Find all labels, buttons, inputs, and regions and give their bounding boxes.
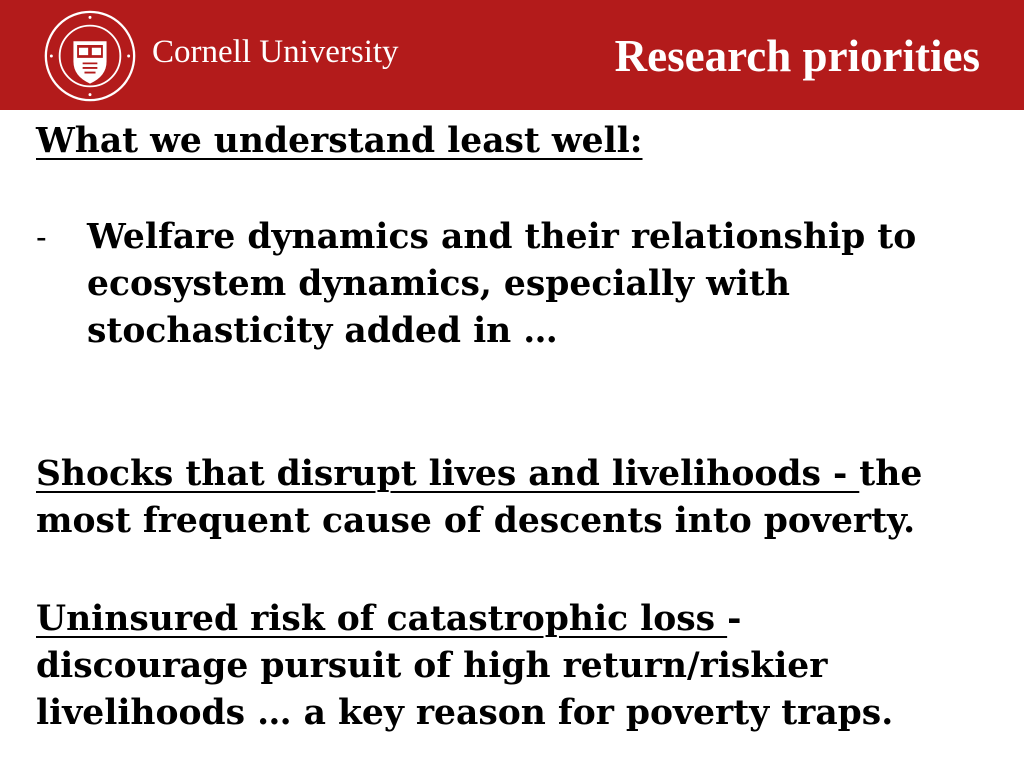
header-bar bbox=[0, 0, 1024, 110]
risk-line-2: discourage pursuit of high return/riskier bbox=[36, 646, 828, 686]
section-heading: What we understand least well: bbox=[36, 121, 643, 161]
cornell-seal-icon bbox=[44, 10, 136, 102]
shocks-line-1 bbox=[36, 451, 922, 498]
bullet-text bbox=[87, 214, 916, 355]
bullet-line-2: ecosystem dynamics, especially with bbox=[87, 264, 790, 304]
bullet-marker: - bbox=[36, 219, 47, 255]
shocks-line-2: most frequent cause of descents into poverty. bbox=[36, 501, 916, 541]
risk-paragraph bbox=[36, 596, 893, 737]
cornell-wordmark: Cornell University bbox=[152, 34, 399, 70]
risk-rest: - bbox=[727, 599, 742, 639]
shocks-rest: the bbox=[859, 454, 923, 494]
shocks-underlined: Shocks that disrupt lives and livelihoods - bbox=[36, 454, 860, 494]
risk-underlined: Uninsured risk of catastrophic loss bbox=[36, 599, 728, 639]
bullet-line-1: Welfare dynamics and their relationship to bbox=[87, 217, 917, 257]
slide-title: Research priorities bbox=[614, 31, 980, 81]
shocks-paragraph bbox=[36, 451, 922, 545]
risk-line-1 bbox=[36, 596, 893, 643]
bullet-line-3: stochasticity added in … bbox=[87, 311, 558, 351]
risk-line-3: livelihoods … a key reason for poverty traps. bbox=[36, 693, 894, 733]
